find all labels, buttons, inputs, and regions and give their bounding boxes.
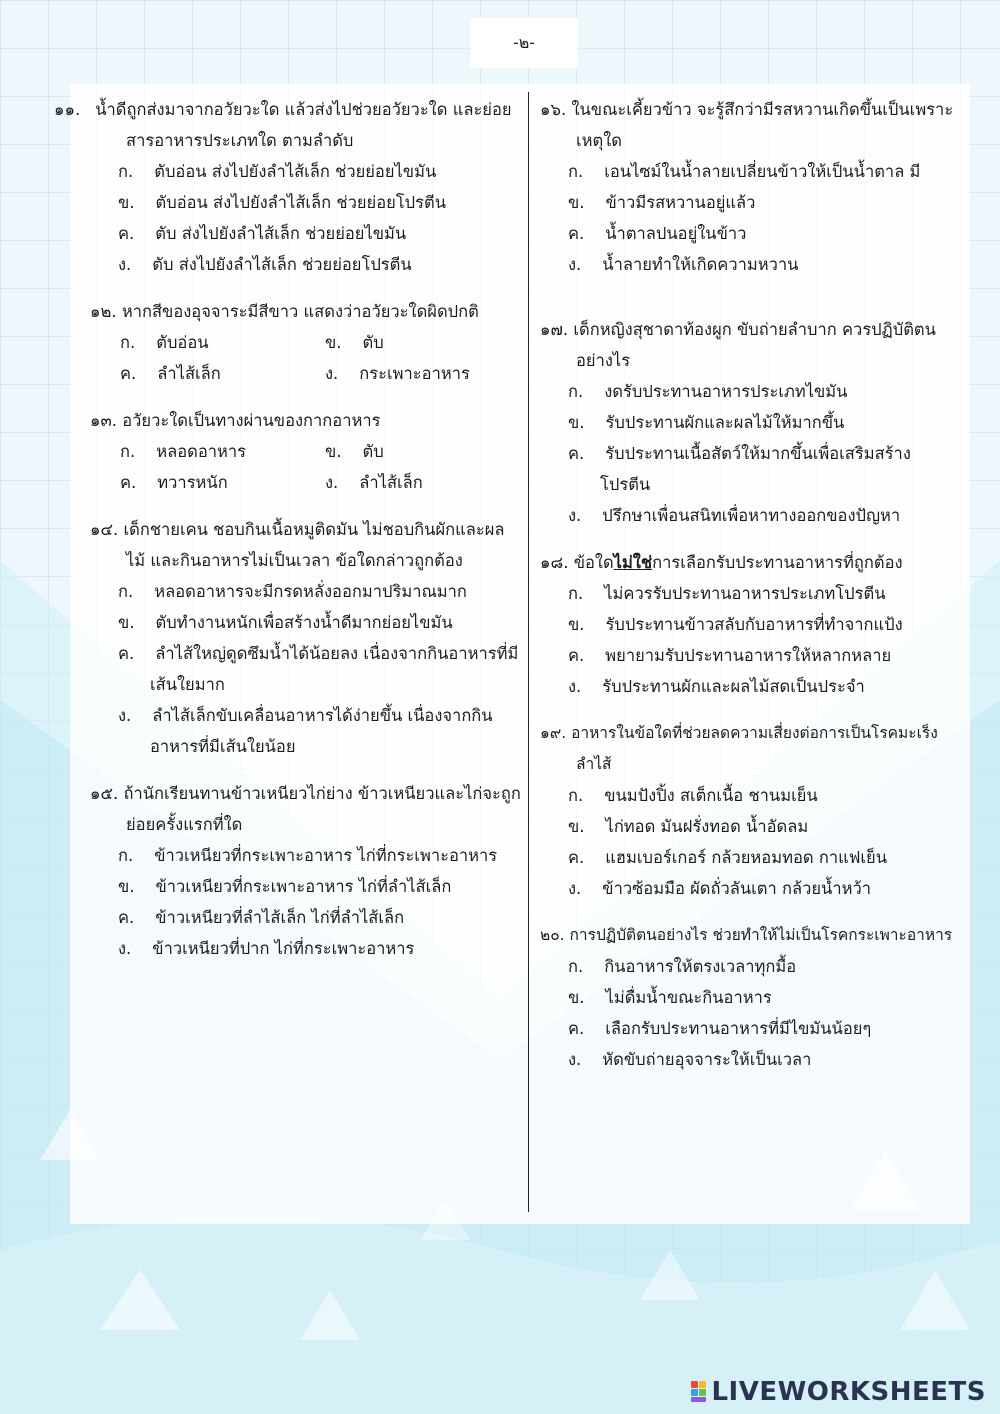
question-15 [90,778,522,964]
question-17 [540,314,960,531]
option[interactable]: ค. ข้าวเหนียวที่ลำไส้เล็ก ไก่ที่ลำไส้เล็ก [118,908,405,927]
question-16 [540,94,960,280]
option[interactable]: ก. ตับอ่อน [120,333,209,352]
option[interactable]: ข. ข้าวมีรสหวานอยู่แล้ว [568,193,756,212]
liveworksheets-logo[interactable] [691,1376,986,1408]
option[interactable]: ง. กระเพาะอาหาร [325,364,470,383]
option[interactable]: ก. ไม่ควรรับประทานอาหารประเภทโปรตีน [568,584,886,603]
option[interactable]: ง. รับประทานผักและผลไม้สดเป็นประจำ [568,677,865,696]
question-text: ๑๕. ถ้านักเรียนทานข้าวเหนียวไก่ย่าง ข้าวเหนียวและไก่จะถูกย่อยครั้งแรกที่ใด [90,784,521,834]
option[interactable]: ง. ข้าวเหนียวที่ปาก ไก่ที่กระเพาะอาหาร [118,939,415,958]
option[interactable]: ค. ทวารหนัก [120,473,228,492]
negation-emphasis: ไม่ใช่ [613,553,653,572]
option[interactable]: ข. ตับทำงานหนักเพื่อสร้างน้ำดีมากย่อยไขมัน [118,613,453,632]
option[interactable]: ง. ข้าวซ้อมมือ ผัดถั่วลันเตา กล้วยน้ำหว้า [568,879,872,898]
option[interactable]: ง. ตับ ส่งไปยังลำไส้เล็ก ช่วยย่อยโปรตีน [118,255,412,274]
option[interactable]: ก. กินอาหารให้ตรงเวลาทุกมื้อ [568,957,797,976]
question-text: ๑๖. ในขณะเคี้ยวข้าว จะรู้สึกว่ามีรสหวานเกิดขึ้นเป็นเพราะเหตุใด [540,100,954,150]
option[interactable]: ค. ลำไส้ใหญ่ดูดซึมน้ำได้น้อยลง เนื่องจากกินอาหารที่มีเส้นใยมาก [118,644,519,694]
option[interactable]: ข. ไก่ทอด มันฝรั่งทอด น้ำอัดลม [568,817,809,836]
option[interactable]: ง. น้ำลายทำให้เกิดความหวาน [568,255,799,274]
option[interactable]: ข. รับประทานผักและผลไม้ให้มากขึ้น [568,413,845,432]
question-text: ๑๙. อาหารในข้อใดที่ช่วยลดความเสี่ยงต่อการเป็นโรคมะเร็งลำไส้ [540,724,938,773]
option[interactable]: ก. เอนไซม์ในน้ำลายเปลี่ยนข้าวให้เป็นน้ำตาล มี [568,162,921,181]
option[interactable]: ง. หัดขับถ่ายอุจจาระให้เป็นเวลา [568,1050,812,1069]
option[interactable]: ค. รับประทานเนื้อสัตว์ให้มากขึ้นเพื่อเสริมสร้างโปรตีน [568,444,911,494]
option[interactable]: ค. แฮมเบอร์เกอร์ กล้วยหอมทอด กาแฟเย็น [568,848,887,867]
option[interactable]: ค. พยายามรับประทานอาหารให้หลากหลาย [568,646,892,665]
question-11 [90,94,522,280]
right-column [540,94,960,1091]
question-text: ๑๗. เด็กหญิงสุชาดาท้องผูก ขับถ่ายลำบาก ควรปฏิบัติตนอย่างไร [540,320,936,370]
question-19 [540,718,960,904]
option[interactable]: ง. ลำไส้เล็กขับเคลื่อนอาหารได้ง่ายขึ้น เนื่องจากกินอาหารที่มีเส้นใยน้อย [118,706,493,756]
brand-icon [691,1381,707,1403]
option[interactable]: ง. ปรึกษาเพื่อนสนิทเพื่อหาทางออกของปัญหา [568,506,901,525]
option[interactable]: ก. งดรับประทานอาหารประเภทไขมัน [568,382,848,401]
option[interactable]: ค. ลำไส้เล็ก [120,364,221,383]
page-number: -๒- [470,18,578,68]
brand-name: LIVEWORKSHEETS [711,1377,986,1407]
question-text: น้ำดีถูกส่งมาจากอวัยวะใด แล้วส่งไปช่วยอวัยวะใด และย่อยสารอาหารประเภทใด ตามลำดับ [95,100,512,150]
option[interactable]: ก. ข้าวเหนียวที่กระเพาะอาหาร ไก่ที่กระเพาะอาหาร [118,846,498,865]
option[interactable]: ก. ขนมปังปิ้ง สเต็กเนื้อ ชานมเย็น [568,786,818,805]
question-text: ๑๓. อวัยวะใดเป็นทางผ่านของกากอาหาร [90,411,381,430]
option[interactable]: ก. หลอดอาหาร [120,442,247,461]
option[interactable]: ก. หลอดอาหารจะมีกรดหลั่งออกมาปริมาณมาก [118,582,467,601]
option[interactable]: ข. ตับ [325,333,384,352]
option[interactable]: ง. ลำไส้เล็ก [325,473,423,492]
question-text: ๑๒. หากสีของอุจจาระมีสีขาว แสดงว่าอวัยวะใดผิดปกติ [90,302,479,321]
question-text: ๒๐. การปฏิบัติตนอย่างไร ช่วยทำให้ไม่เป็นโรคกระเพาะอาหาร [540,926,953,944]
question-18 [540,547,960,702]
option[interactable]: ข. รับประทานข้าวสลับกับอาหารที่ทำจากแป้ง [568,615,903,634]
option[interactable]: ข. ไม่ดื่มน้ำขณะกินอาหาร [568,988,772,1007]
question-text: ๑๘. ข้อใดไม่ใช่การเลือกรับประทานอาหารที่ถูกต้อง [540,553,903,572]
left-column [90,94,522,980]
column-divider [528,92,529,1212]
question-text: ๑๔. เด็กชายเคน ชอบกินเนื้อหมูติดมัน ไม่ชอบกินผักและผลไม้ และกินอาหารไม่เป็นเวลา ข้อใดกล่าวถูกต้อง [90,520,505,570]
option[interactable]: ค. น้ำตาลปนอยู่ในข้าว [568,224,747,243]
question-12 [90,296,522,389]
option[interactable]: ค. เลือกรับประทานอาหารที่มีไขมันน้อยๆ [568,1019,872,1038]
option[interactable]: ข. ข้าวเหนียวที่กระเพาะอาหาร ไก่ที่ลำไส้เล็ก [118,877,452,896]
option[interactable]: ค. ตับ ส่งไปยังลำไส้เล็ก ช่วยย่อยไขมัน [118,224,407,243]
question-14 [90,514,522,762]
question-13 [90,405,522,498]
option[interactable]: ก. ตับอ่อน ส่งไปยังลำไส้เล็ก ช่วยย่อยไขมัน [118,162,437,181]
option[interactable]: ข. ตับอ่อน ส่งไปยังลำไส้เล็ก ช่วยย่อยโปรตีน [118,193,446,212]
option[interactable]: ข. ตับ [325,442,384,461]
question-20 [540,920,960,1075]
